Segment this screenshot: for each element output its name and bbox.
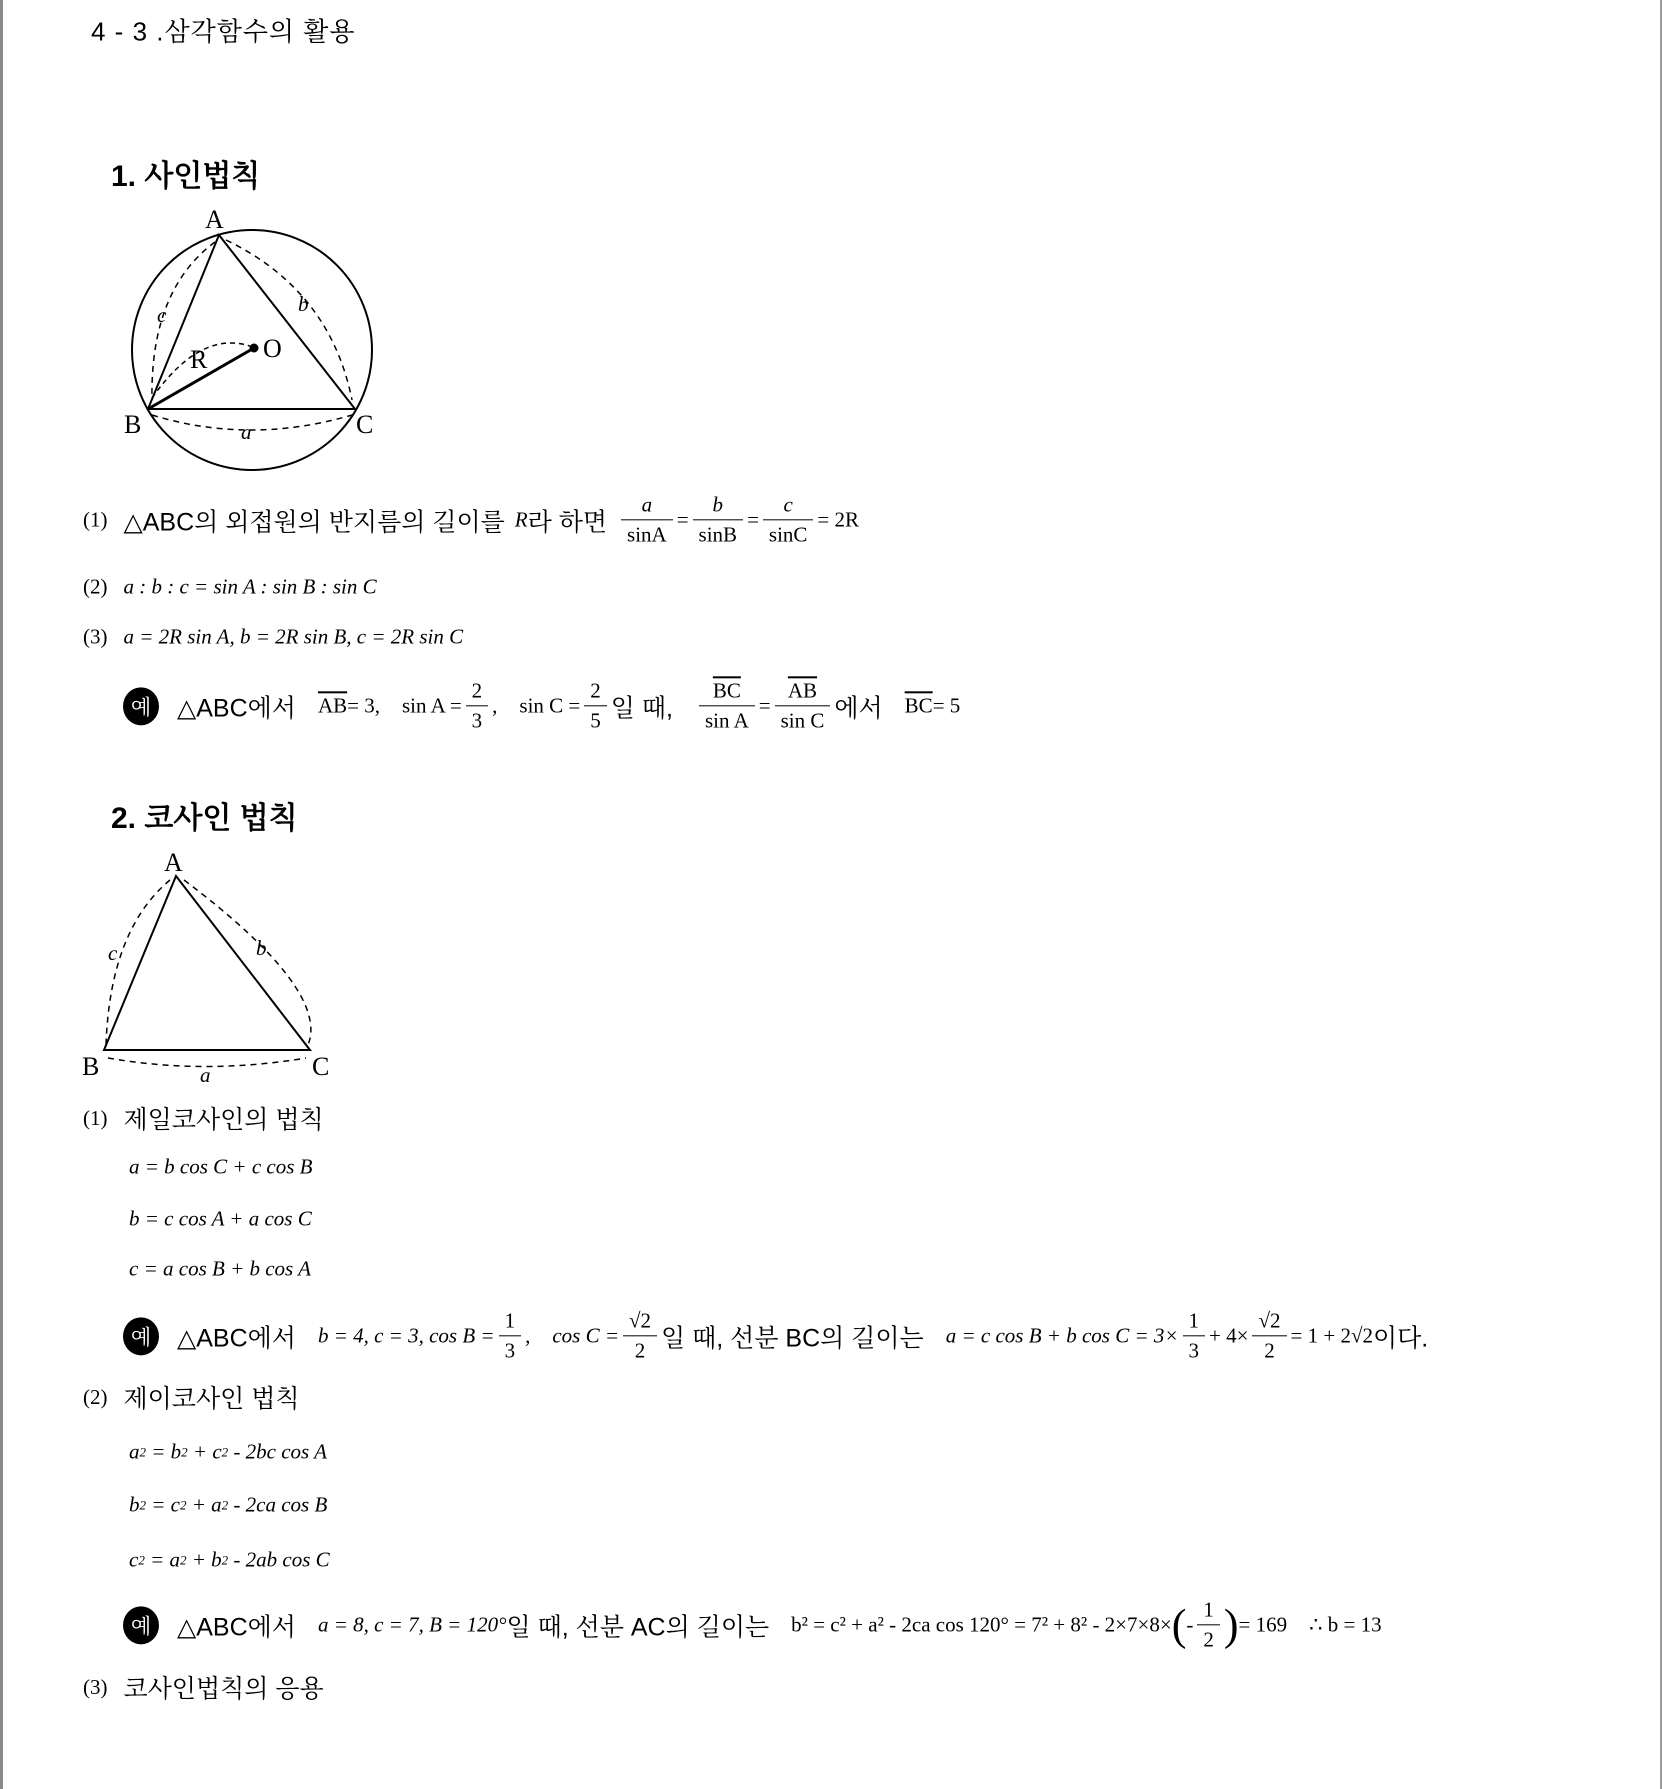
text: b² = c² + a² - 2ca cos 120° = 7² + 8² - 2×7×8×	[791, 1612, 1172, 1637]
text: 일 때, 선분 BC의 길이는	[661, 1324, 924, 1352]
text: 에서	[834, 694, 883, 722]
vertex-a-label: A	[205, 205, 224, 234]
equals: =	[758, 693, 771, 718]
radius-r-label: R	[190, 345, 208, 374]
side-b-label-2: b	[256, 936, 267, 960]
side-b-label: b	[298, 292, 309, 316]
fraction: $\frac{b}{\sin B}$	[693, 492, 744, 547]
formula: b 2 = c 2 + a 2 - 2ca cos B	[129, 1492, 328, 1517]
equals: =	[747, 507, 759, 532]
minus: -	[1186, 1612, 1194, 1637]
rhs: = 2R	[817, 507, 860, 532]
cosine-law-diagram	[104, 876, 311, 1067]
item-label: (1)	[83, 507, 108, 532]
item-label: (3)	[83, 624, 108, 649]
first-cosine-law-title	[83, 1100, 324, 1136]
segment-ab: $\overline{AB}$	[317, 693, 348, 718]
cosine-law-application-title	[83, 1669, 324, 1705]
left-paren: (	[1171, 1600, 1187, 1649]
sine-law-example	[123, 678, 960, 733]
vertex-c-label-2: C	[312, 1052, 330, 1081]
sine-law-item-1	[83, 492, 859, 547]
item-label: (2)	[83, 574, 108, 599]
text: sin C =	[519, 693, 581, 718]
side-a-label: a	[241, 420, 252, 444]
side-c-label: c	[157, 303, 167, 327]
sine-law-diagram	[132, 230, 372, 470]
item-label: (3)	[83, 1674, 108, 1699]
example-badge: 예	[123, 1317, 159, 1355]
center-point	[250, 344, 258, 352]
text: 일 때, 선분 AC의 길이는	[506, 1613, 770, 1641]
text: △ABC에서	[177, 1613, 296, 1641]
fraction: $\frac{\overline{BC}}{\text{sin A}}$	[699, 678, 755, 733]
text: 이다.	[1372, 1324, 1429, 1352]
side-a-label-2: a	[200, 1063, 211, 1087]
item-title: 제일코사인의 법칙	[123, 1106, 324, 1134]
text: sin A =	[401, 693, 462, 718]
item-text: △ABC의 외접원의 반지름의 길이를	[123, 508, 505, 536]
text: = 5	[932, 693, 961, 718]
formula: a 2 = b 2 + c 2 - 2bc cos A	[129, 1439, 327, 1464]
formula: c 2 = a 2 + b 2 - 2ab cos C	[129, 1547, 330, 1572]
vertex-b-label-2: B	[82, 1052, 100, 1081]
arc-a	[152, 415, 352, 430]
text: a = 8, c = 7, B = 120°	[317, 1612, 507, 1637]
side-c-label-2: c	[108, 941, 118, 965]
fraction: $\frac{1}{3}$	[499, 1308, 522, 1363]
text: = 1 + 2√2	[1290, 1323, 1373, 1348]
vertex-a-label-2: A	[164, 848, 183, 877]
fraction: $\frac{\overline{AB}}{\text{sin C}}$	[775, 678, 831, 733]
item-label: (1)	[83, 1105, 108, 1130]
text: △ABC에서	[177, 1324, 296, 1352]
item-label: (2)	[83, 1384, 108, 1409]
arc-b	[226, 240, 352, 400]
center-o-label: O	[263, 334, 282, 363]
section-heading-cosine-law: 2. 코사인 법칙	[111, 802, 298, 835]
item-title: 제이코사인 법칙	[123, 1385, 300, 1413]
triangle-abc-2	[104, 876, 310, 1050]
example-badge: 예	[123, 687, 159, 725]
fraction: $\frac{2}{3}$	[466, 678, 489, 733]
text: ,	[525, 1323, 531, 1348]
fraction: $\frac{√2}{2}$	[623, 1308, 657, 1363]
text: 일 때,	[610, 694, 673, 722]
fraction: $\frac{2}{5}$	[584, 678, 607, 733]
fraction: $\frac{√2}{2}$	[1252, 1308, 1286, 1363]
fraction: $\frac{1}{2}$	[1197, 1597, 1220, 1652]
text: + 4×	[1209, 1323, 1249, 1348]
example-badge: 예	[123, 1606, 159, 1644]
arc-b-2	[184, 880, 311, 1045]
formula: c = a cos B + b cos A	[129, 1256, 311, 1281]
fraction: $\frac{a}{\sin A}$	[621, 492, 673, 547]
text: a = c cos B + b cos C = 3×	[945, 1323, 1179, 1348]
text: cos C =	[552, 1323, 620, 1348]
formula: b = c cos A + a cos C	[129, 1206, 312, 1231]
vertex-c-label: C	[356, 410, 374, 439]
item-text-2: 라 하면	[527, 508, 608, 536]
sine-law-item-2	[83, 575, 377, 600]
second-cosine-law-title	[83, 1379, 300, 1415]
formula: a : b : c = sin A : sin B : sin C	[123, 574, 377, 599]
text: = 3,	[347, 693, 380, 718]
section-heading-sine-law: 1. 사인법칙	[111, 160, 261, 193]
formula: a = 2R sin A, b = 2R sin B, c = 2R sin C	[123, 624, 464, 649]
right-paren: )	[1223, 1600, 1239, 1649]
equals: =	[676, 507, 689, 532]
formula: a = b cos C + c cos B	[129, 1154, 313, 1179]
fraction: $\frac{c}{\sin C}$	[763, 492, 814, 547]
vertex-b-label: B	[124, 410, 142, 439]
text: = 169	[1238, 1612, 1288, 1637]
text: ,	[492, 693, 498, 718]
second-cosine-law-example	[123, 1597, 1382, 1652]
item-title: 코사인법칙의 응용	[123, 1675, 324, 1703]
triangle-abc	[148, 235, 355, 409]
text: ∴ b = 13	[1309, 1612, 1382, 1637]
text: △ABC에서	[177, 694, 296, 722]
sine-law-item-3	[83, 625, 463, 650]
segment-bc: $\overline{BC}$	[904, 693, 933, 718]
page-title: 4 - 3 .삼각함수의 활용	[91, 16, 356, 47]
variable-r: R	[514, 507, 528, 532]
text: b = 4, c = 3, cos B =	[317, 1323, 495, 1348]
first-cosine-law-example	[123, 1308, 1428, 1363]
fraction: $\frac{1}{3}$	[1183, 1308, 1206, 1363]
